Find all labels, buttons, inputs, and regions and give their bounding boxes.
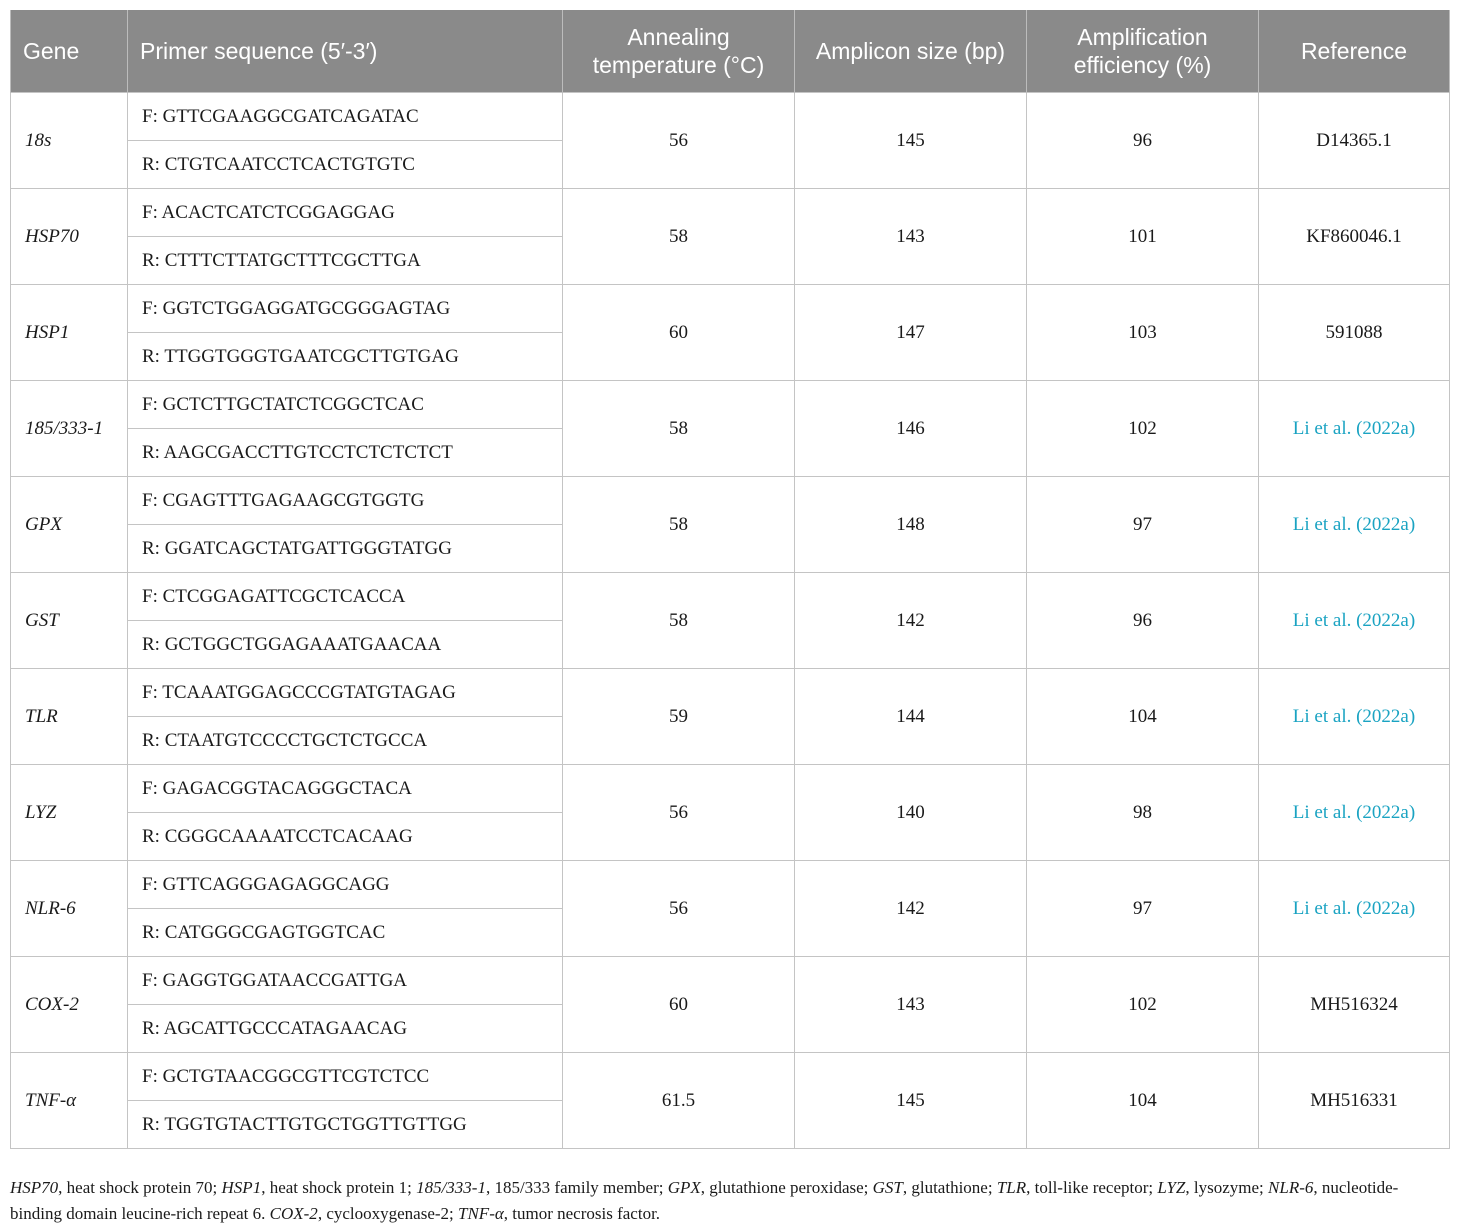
reference xyxy=(1259,573,1450,669)
forward-primer: F: ACACTCATCTCGGAGGAG xyxy=(128,189,563,237)
reverse-primer: R: GCTGGCTGGAGAAATGAACAA xyxy=(128,621,563,669)
header-primer-sequence: Primer sequence (5′-3′) xyxy=(128,10,563,93)
table-row xyxy=(11,1053,1450,1101)
gene-name: LYZ xyxy=(11,765,128,861)
table-row xyxy=(11,381,1450,429)
footnote-term: HSP1 xyxy=(221,1178,262,1197)
reference-link[interactable]: Li et al. (2022a) xyxy=(1292,417,1416,439)
forward-primer: F: CTCGGAGATTCGCTCACCA xyxy=(128,573,563,621)
footnote-term: GPX xyxy=(667,1178,701,1197)
header-gene: Gene xyxy=(11,10,128,93)
amplification-efficiency: 97 xyxy=(1027,861,1259,957)
header-amplification-efficiency: Amplification efficiency (%) xyxy=(1027,10,1259,93)
reference-link[interactable]: Li et al. (2022a) xyxy=(1292,801,1416,823)
forward-primer: F: TCAAATGGAGCCCGTATGTAGAG xyxy=(128,669,563,717)
amplification-efficiency: 104 xyxy=(1027,669,1259,765)
amplicon-size: 142 xyxy=(795,573,1027,669)
amplification-efficiency: 96 xyxy=(1027,93,1259,189)
amplification-efficiency: 103 xyxy=(1027,285,1259,381)
footnote-definition: , glutathione peroxidase; xyxy=(700,1178,873,1197)
annealing-temperature: 58 xyxy=(563,189,795,285)
reference xyxy=(1259,381,1450,477)
footnote-definition: , lysozyme; xyxy=(1185,1178,1269,1197)
amplification-efficiency: 98 xyxy=(1027,765,1259,861)
footnote-term: NLR-6 xyxy=(1268,1178,1314,1197)
annealing-temperature: 56 xyxy=(563,861,795,957)
table-row xyxy=(11,765,1450,813)
table-row xyxy=(11,957,1450,1005)
reference xyxy=(1259,765,1450,861)
table-row xyxy=(11,93,1450,141)
amplification-efficiency: 102 xyxy=(1027,957,1259,1053)
gene-name: TLR xyxy=(11,669,128,765)
primer-table xyxy=(10,10,1450,1149)
amplification-efficiency: 102 xyxy=(1027,381,1259,477)
annealing-temperature: 58 xyxy=(563,381,795,477)
gene-name: COX-2 xyxy=(11,957,128,1053)
reverse-primer: R: CTGTCAATCCTCACTGTGTC xyxy=(128,141,563,189)
forward-primer: F: GGTCTGGAGGATGCGGGAGTAG xyxy=(128,285,563,333)
reference-link[interactable]: Li et al. (2022a) xyxy=(1292,705,1416,727)
amplicon-size: 146 xyxy=(795,381,1027,477)
footnote-definition: , tumor necrosis factor. xyxy=(503,1204,661,1223)
amplification-efficiency: 97 xyxy=(1027,477,1259,573)
annealing-temperature: 59 xyxy=(563,669,795,765)
reverse-primer: R: CTTTCTTATGCTTTCGCTTGA xyxy=(128,237,563,285)
table-header xyxy=(11,10,1450,93)
reference-link[interactable]: Li et al. (2022a) xyxy=(1292,513,1416,535)
annealing-temperature: 58 xyxy=(563,477,795,573)
forward-primer: F: CGAGTTTGAGAAGCGTGGTG xyxy=(128,477,563,525)
amplification-efficiency: 101 xyxy=(1027,189,1259,285)
table-row xyxy=(11,669,1450,717)
gene-name: GPX xyxy=(11,477,128,573)
annealing-temperature: 61.5 xyxy=(563,1053,795,1149)
table-body xyxy=(11,93,1450,1149)
footnote-term: GST xyxy=(872,1178,903,1197)
reference xyxy=(1259,861,1450,957)
amplification-efficiency: 104 xyxy=(1027,1053,1259,1149)
forward-primer: F: GTTCGAAGGCGATCAGATAC xyxy=(128,93,563,141)
gene-name: TNF-α xyxy=(11,1053,128,1149)
reference xyxy=(1259,669,1450,765)
header-row xyxy=(11,10,1450,93)
header-amplicon-size: Amplicon size (bp) xyxy=(795,10,1027,93)
gene-name: HSP1 xyxy=(11,285,128,381)
amplicon-size: 148 xyxy=(795,477,1027,573)
table-footnote xyxy=(10,1175,1450,1227)
gene-name: NLR-6 xyxy=(11,861,128,957)
forward-primer: F: GTTCAGGGAGAGGCAGG xyxy=(128,861,563,909)
reference-link[interactable]: Li et al. (2022a) xyxy=(1292,609,1416,631)
footnote-definition: , nucleotide-binding domain leucine-rich repeat 6. xyxy=(10,1178,1399,1223)
header-reference: Reference xyxy=(1259,10,1450,93)
amplicon-size: 145 xyxy=(795,1053,1027,1149)
footnote-definition: , 185/333 family member; xyxy=(485,1178,668,1197)
amplicon-size: 143 xyxy=(795,957,1027,1053)
reverse-primer: R: GGATCAGCTATGATTGGGTATGG xyxy=(128,525,563,573)
reference: MH516331 xyxy=(1259,1053,1450,1149)
table-row xyxy=(11,861,1450,909)
gene-name: 18s xyxy=(11,93,128,189)
reference: D14365.1 xyxy=(1259,93,1450,189)
footnote-definition: , heat shock protein 1; xyxy=(261,1178,417,1197)
forward-primer: F: GAGGTGGATAACCGATTGA xyxy=(128,957,563,1005)
amplicon-size: 140 xyxy=(795,765,1027,861)
annealing-temperature: 56 xyxy=(563,765,795,861)
amplicon-size: 142 xyxy=(795,861,1027,957)
forward-primer: F: GCTCTTGCTATCTCGGCTCAC xyxy=(128,381,563,429)
footnote-definition: , heat shock protein 70; xyxy=(58,1178,222,1197)
amplification-efficiency: 96 xyxy=(1027,573,1259,669)
footnote-term: 185/333-1 xyxy=(416,1178,486,1197)
forward-primer: F: GAGACGGTACAGGGCTACA xyxy=(128,765,563,813)
annealing-temperature: 56 xyxy=(563,93,795,189)
footnote-definition: , glutathione; xyxy=(902,1178,997,1197)
table-row xyxy=(11,285,1450,333)
footnote-definition: , cyclooxygenase-2; xyxy=(317,1204,459,1223)
reference xyxy=(1259,477,1450,573)
annealing-temperature: 58 xyxy=(563,573,795,669)
table-row xyxy=(11,189,1450,237)
reference-link[interactable]: Li et al. (2022a) xyxy=(1292,897,1416,919)
reverse-primer: R: AGCATTGCCCATAGAACAG xyxy=(128,1005,563,1053)
footnote-term: TLR xyxy=(996,1178,1027,1197)
amplicon-size: 145 xyxy=(795,93,1027,189)
annealing-temperature: 60 xyxy=(563,957,795,1053)
table-row xyxy=(11,477,1450,525)
reverse-primer: R: CTAATGTCCCCTGCTCTGCCA xyxy=(128,717,563,765)
amplicon-size: 147 xyxy=(795,285,1027,381)
reference: 591088 xyxy=(1259,285,1450,381)
reference: MH516324 xyxy=(1259,957,1450,1053)
amplicon-size: 143 xyxy=(795,189,1027,285)
footnote-term: TNF-α xyxy=(458,1204,504,1223)
forward-primer: F: GCTGTAACGGCGTTCGTCTCC xyxy=(128,1053,563,1101)
reverse-primer: R: TTGGTGGGTGAATCGCTTGTGAG xyxy=(128,333,563,381)
amplicon-size: 144 xyxy=(795,669,1027,765)
header-annealing-temperature: Annealing temperature (°C) xyxy=(563,10,795,93)
gene-name: 185/333-1 xyxy=(11,381,128,477)
footnote-term: LYZ xyxy=(1157,1178,1186,1197)
reverse-primer: R: TGGTGTACTTGTGCTGGTTGTTGG xyxy=(128,1101,563,1149)
reverse-primer: R: CATGGGCGAGTGGTCAC xyxy=(128,909,563,957)
footnote-term: COX-2 xyxy=(269,1204,318,1223)
gene-name: GST xyxy=(11,573,128,669)
footnote-term: HSP70 xyxy=(10,1178,59,1197)
footnote-definition: , toll-like receptor; xyxy=(1026,1178,1158,1197)
gene-name: HSP70 xyxy=(11,189,128,285)
reverse-primer: R: CGGGCAAAATCCTCACAAG xyxy=(128,813,563,861)
annealing-temperature: 60 xyxy=(563,285,795,381)
reference: KF860046.1 xyxy=(1259,189,1450,285)
table-row xyxy=(11,573,1450,621)
reverse-primer: R: AAGCGACCTTGTCCTCTCTCTCT xyxy=(128,429,563,477)
